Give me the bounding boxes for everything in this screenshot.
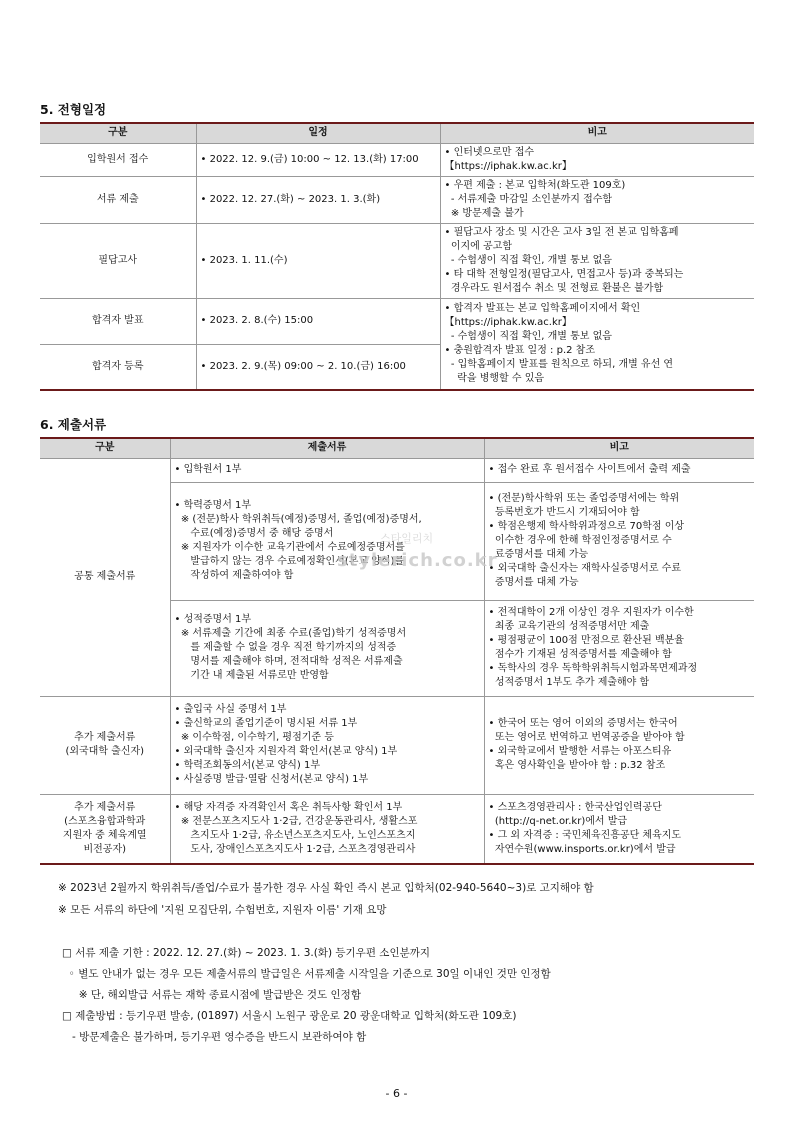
notes-cell: [484, 482, 754, 600]
documents-table: [40, 437, 754, 865]
doc-line: • 출신학교의 졸업기준이 명시된 서류 1부: [174, 718, 358, 729]
row-label: 합격자 발표: [40, 298, 196, 344]
note-line: 경우라도 원서접수 취소 및 전형료 환불은 불가함: [444, 282, 664, 294]
row-label: 입학원서 접수: [40, 143, 196, 176]
note-line: 혹은 영사확인을 받아야 함 : p.32 참조: [488, 760, 666, 771]
row-schedule: • 2023. 2. 9.(목) 09:00 ~ 2. 10.(금) 16:00: [196, 344, 440, 390]
doc-line: 명서를 제출해야 하며, 전적대학 성적은 서류제출: [174, 656, 403, 667]
submission-note: ※ 단, 해외발급 서류는 재학 종료시점에 발급받은 것도 인정함: [62, 989, 361, 1001]
doc-line: • 해당 자격증 자격확인서 혹은 취득사항 확인서 1부: [174, 801, 403, 813]
foreign-docs-label: [40, 696, 170, 794]
doc-line: ※ (전문)학사 학위취득(예정)증명서, 졸업(예정)증명서,: [174, 514, 422, 525]
watermark-korean: 스타일리치: [380, 532, 434, 545]
note-line: • 충원합격자 발표 일정 : p.2 참조: [444, 344, 595, 356]
docs-cell: [170, 458, 484, 482]
doc-line: ※ 지원자가 이수한 교육기관에서 수료예정증명서를: [174, 542, 405, 553]
note-line: • 그 외 자격증 : 국민체육진흥공단 체육지도: [488, 829, 682, 841]
url-text: 【https://iphak.kw.ac.kr】: [444, 316, 572, 328]
submission-note: ◦ 별도 안내가 없는 경우 모든 제출서류의 발급일은 서류제출 시작일을 기준으로 30일 이내인 것만 인정함: [62, 968, 551, 980]
note-line: 또는 영어로 번역하고 번역공증을 받아야 함: [488, 732, 685, 743]
label-line: (외국대학 출신자): [65, 746, 145, 757]
page-number: - 6 -: [385, 1087, 408, 1100]
table-row: [40, 298, 754, 344]
table-row: [40, 143, 754, 176]
doc-line: 를 제출할 수 없을 경우 직전 학기까지의 성적증: [174, 642, 397, 653]
note-line: • 전적대학이 2개 이상인 경우 지원자가 이수한: [488, 607, 694, 618]
notes-cell: [484, 458, 754, 482]
docs-cell: [170, 600, 484, 696]
row-schedule: • 2022. 12. 9.(금) 10:00 ~ 12. 13.(화) 17:00: [196, 143, 440, 176]
submission-note: - 방문제출은 불가하며, 등기우편 영수증을 반드시 보관하여야 함: [62, 1031, 367, 1043]
docs-cell: [170, 482, 484, 600]
note-line: - 수험생이 직접 확인, 개별 통보 없음: [444, 330, 612, 342]
section6-title: 6. 제출서류: [40, 417, 107, 432]
doc-line: 수료(예정)증명서 중 해당 증명서: [174, 528, 334, 539]
label-line: 지원자 중 체육계열: [62, 829, 147, 841]
note-line: - 수험생이 직접 확인, 개별 통보 없음: [444, 254, 612, 266]
label-line: 비전공자): [83, 843, 127, 855]
note-line: • 타 대학 전형일정(필답고사, 면접고사 등)과 중복되는: [444, 268, 684, 280]
doc-line: 도사, 장애인스포츠지도사 1·2급, 스포츠경영관리사: [174, 843, 416, 855]
doc-line: • 성적증명서 1부: [174, 614, 252, 625]
schedule-header-row: [40, 123, 754, 143]
doc-line: 츠지도사 1·2급, 유소년스포츠지도사, 노인스포츠지: [174, 829, 416, 841]
label-line: (스포츠융합과학과: [64, 815, 146, 827]
footnote: ※ 모든 서류의 하단에 '지원 모집단위, 수험번호, 지원자 이름' 기재 요망: [58, 904, 387, 916]
sports-docs-label: [40, 794, 170, 864]
row-schedule: • 2023. 1. 11.(수): [196, 223, 440, 298]
row-schedule: • 2022. 12. 27.(화) ~ 2023. 1. 3.(화): [196, 176, 440, 223]
doc-line: • 학력증명서 1부: [174, 500, 252, 511]
header-category: 구분: [40, 123, 196, 143]
doc-line: 작성하여 제출하여야 함: [174, 570, 294, 581]
note-line: • (전문)학사학위 또는 졸업증명서에는 학위: [488, 493, 680, 504]
row-schedule: • 2023. 2. 8.(수) 15:00: [196, 298, 440, 344]
doc-line: 기간 내 제출된 서류로만 반영함: [174, 670, 329, 681]
note-line: 자연수원(www.insports.or.kr)에서 발급: [488, 843, 676, 855]
footnote: ※ 2023년 2월까지 학위취득/졸업/수료가 불가한 경우 사실 확인 즉시 본교 입학처(02-940-5640~3)로 고지해야 함: [58, 882, 594, 894]
row-label: 합격자 등록: [40, 344, 196, 390]
note-line: ※ 방문제출 불가: [444, 207, 524, 219]
row-notes: [440, 176, 754, 223]
header-notes: 비고: [440, 123, 754, 143]
note-line: • 한국어 또는 영어 이외의 증명서는 한국어: [488, 718, 678, 729]
documents-header-row: [40, 438, 754, 458]
doc-line: 발급하지 않는 경우 수료예정확인서(본교 양식)를: [174, 556, 405, 567]
table-row: [40, 176, 754, 223]
note-line: • 학점은행제 학사학위과정으로 70학점 이상: [488, 521, 685, 532]
submission-deadline: □ 서류 제출 기한 : 2022. 12. 27.(화) ~ 2023. 1. 3.(화) 등기우편 소인분까지: [62, 947, 431, 959]
table-row: [40, 794, 754, 864]
notes-cell: [484, 794, 754, 864]
note-line: - 서류제출 마감일 소인분까지 접수함: [444, 193, 613, 205]
note-line: • 스포츠경영관리사 : 한국산업인력공단: [488, 801, 662, 813]
header-category: 구분: [40, 438, 170, 458]
header-schedule: 일정: [196, 123, 440, 143]
row-notes: [440, 223, 754, 298]
doc-line: • 학력조회동의서(본교 양식) 1부: [174, 760, 321, 771]
label-line: 추가 제출서류: [74, 732, 136, 743]
note-line: • 독학사의 경우 독학학위취득시험과목면제과정: [488, 663, 698, 674]
note-line: • 합격자 발표는 본교 입학홈페이지에서 확인: [444, 302, 641, 314]
header-documents: 제출서류: [170, 438, 484, 458]
doc-line: ※ 전문스포츠지도사 1·2급, 건강운동관리사, 생활스포: [174, 815, 418, 827]
docs-cell: [170, 794, 484, 864]
note-line: • 우편 제출 : 본교 입학처(화도관 109호): [444, 179, 626, 191]
submission-method: □ 제출방법 : 등기우편 발송, (01897) 서울시 노원구 광운로 20 광운대학교 입학처(화도관 109호): [62, 1010, 517, 1022]
row-label: 서류 제출: [40, 176, 196, 223]
label-line: 추가 제출서류: [74, 801, 136, 813]
note-line: • 평점평균이 100점 만점으로 환산된 백분율: [488, 635, 684, 646]
table-row: [40, 223, 754, 298]
table-row: [40, 696, 754, 794]
note-line: 이수한 경우에 한해 학점인정증명서로 수: [488, 535, 672, 546]
row-notes: [440, 298, 754, 390]
doc-line: • 입학원서 1부: [174, 464, 242, 475]
doc-line: • 출입국 사실 증명서 1부: [174, 704, 287, 715]
doc-line: ※ 이수학점, 이수학기, 평점기준 등: [174, 732, 334, 743]
docs-cell: [170, 696, 484, 794]
note-line: • 접수 완료 후 원서접수 사이트에서 출력 제출: [488, 464, 691, 475]
watermark: stylerich.co.kr: [337, 550, 498, 571]
section5-title: 5. 전형일정: [40, 102, 107, 117]
note-line: • 필답고사 장소 및 시간은 고사 3일 전 본교 입학홈페: [444, 226, 679, 238]
doc-line: • 사실증명 발급·열람 신청서(본교 양식) 1부: [174, 774, 369, 785]
table-row: [40, 458, 754, 482]
note-line: (http://q-net.or.kr)에서 발급: [488, 815, 628, 827]
url-text: 【https://iphak.kw.ac.kr】: [444, 160, 572, 172]
notes-cell: [484, 600, 754, 696]
note-line: - 입학홈페이지 발표를 원칙으로 하되, 개별 유선 연: [444, 358, 674, 370]
common-docs-label: 공통 제출서류: [40, 458, 170, 696]
doc-line: • 외국대학 출신자 지원자격 확인서(본교 양식) 1부: [174, 746, 398, 757]
schedule-table: [40, 122, 754, 391]
header-notes: 비고: [484, 438, 754, 458]
note-line: • 인터넷으로만 접수: [444, 146, 535, 158]
note-line: 락을 병행할 수 있음: [444, 372, 545, 384]
notes-cell: [484, 696, 754, 794]
row-label: 필답고사: [40, 223, 196, 298]
note-line: 료증명서를 대체 가능: [488, 549, 589, 560]
row-notes: [440, 143, 754, 176]
doc-line: ※ 서류제출 기간에 최종 수료(졸업)학기 성적증명서: [174, 628, 407, 639]
note-line: 이지에 공고함: [444, 240, 512, 252]
note-line: 최종 교육기관의 성적증명서만 제출: [488, 621, 650, 632]
note-line: 성적증명서 1부도 추가 제출해야 함: [488, 677, 650, 688]
note-line: 등록번호가 반드시 기재되어야 함: [488, 507, 640, 518]
note-line: • 외국대학 출신자는 재학사실증명서로 수료: [488, 563, 681, 574]
note-line: 점수가 기재된 성적증명서를 제출해야 함: [488, 649, 672, 660]
note-line: • 외국학교에서 발행한 서류는 아포스티유: [488, 746, 672, 757]
note-line: 증명서를 대체 가능: [488, 577, 579, 588]
